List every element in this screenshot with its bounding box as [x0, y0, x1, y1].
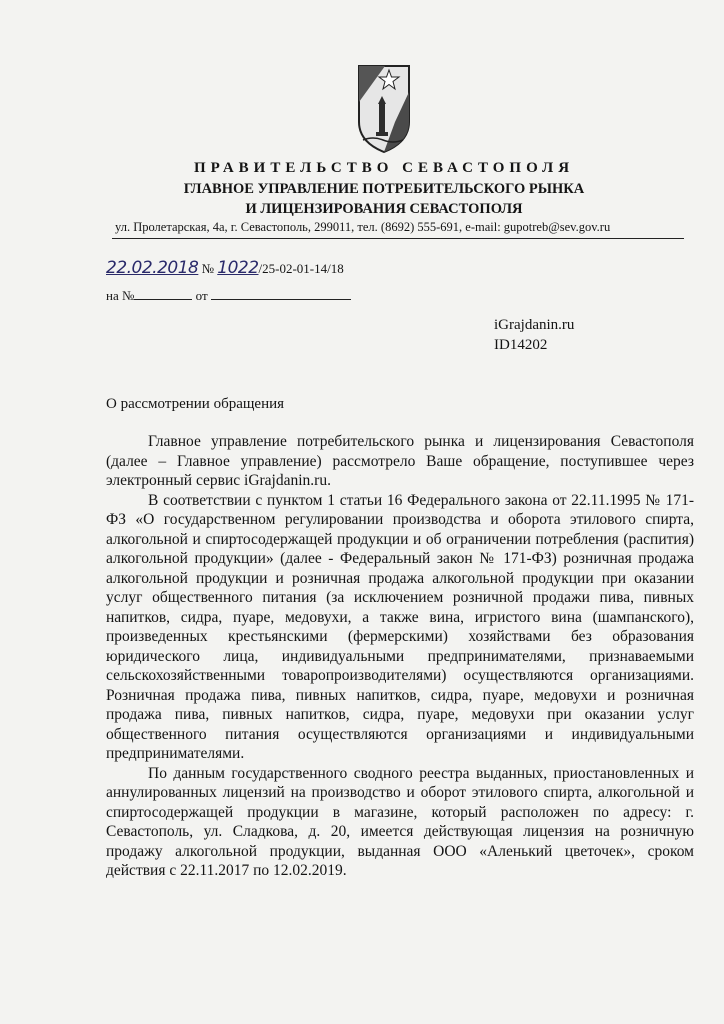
- reply-to-number-label: на №: [106, 288, 135, 303]
- reply-to-line: [106, 287, 351, 304]
- body-paragraph-1: Главное управление потребительского рынка и лицензирования Севастополя (далее – Главное управление) рассмотрело Ваше обращение, поступившее через электронный сервис iGrajdanin.ru.: [106, 433, 694, 489]
- recipient-id: ID14202: [494, 337, 548, 353]
- reply-date-blank: [211, 287, 351, 300]
- registration-number: 1022: [217, 258, 259, 278]
- registration-date: 22.02.2018: [106, 258, 199, 278]
- reply-number-blank: [134, 287, 192, 300]
- letter-subject: О рассмотрении обращения: [106, 396, 285, 412]
- recipient-block: [494, 315, 574, 355]
- number-sign: №: [201, 261, 214, 276]
- department-name-line1: ГЛАВНОЕ УПРАВЛЕНИЕ ПОТРЕБИТЕЛЬСКОГО РЫНКА: [183, 181, 585, 197]
- sevastopol-coat-of-arms-icon: [355, 62, 413, 154]
- department-address: ул. Пролетарская, 4а, г. Севастополь, 299011, тел. (8692) 555-691, e-mail: gupotreb@sev.gov.ru: [115, 220, 611, 234]
- reply-from-label: от: [195, 288, 208, 303]
- recipient-service: iGrajdanin.ru: [494, 317, 575, 333]
- government-title: ПРАВИТЕЛЬСТВО СЕВАСТОПОЛЯ: [193, 160, 575, 176]
- registration-number-suffix: /25-02-01-14/18: [258, 261, 344, 276]
- body-paragraph-2: В соответствии с пунктом 1 статьи 16 Федерального закона от 22.11.1995 № 171-ФЗ «О государственном регулировании производства и оборота этилового спирта, алкогольной и спиртосодержащей продукции и об ограничении потребления (распития) алкогольной продукции» (далее - Федеральный закон № 171-ФЗ) розничная продажа алкогольной продукции и розничная продажа алкогольной продукции при оказании услуг общественного питания (за исключением розничной продажи пива, пивных напитков, сидра, пуаре, медовухи, а также вина, игристого вина (шампанского), произведенных крестьянскими (фермерскими) хозяйствами без образования юридического лица, индивидуальными предпринимателями, признаваемыми сельскохозяйственными товаропроизводителями) осуществляются организациями. Розничная продажа пива, пивных напитков, сидра, пуаре, медовухи и розничная продажа пива, пивных напитков, сидра, пуаре, медовухи при оказании услуг общественного питания осуществляются организациями и индивидуальными предпринимателями.: [106, 491, 694, 762]
- body-paragraph-3: По данным государственного сводного реестра выданных, приостановленных и аннулированных лицензий на производство и оборот этилового спирта, алкогольной и спиртосодержащей продукции в магазине, который расположен по адресу: г. Севастополь, ул. Сладкова, д. 20, имеется действующая лицензия на розничную продажу алкогольной продукции, выданная ООО «Аленький цветочек», сроком действия с 22.11.2017 по 12.02.2019.: [106, 764, 694, 879]
- department-name-line2: И ЛИЦЕНЗИРОВАНИЯ СЕВАСТОПОЛЯ: [245, 201, 523, 217]
- header-divider: [112, 238, 684, 239]
- letter-body: [106, 432, 694, 881]
- registration-line: [106, 258, 344, 278]
